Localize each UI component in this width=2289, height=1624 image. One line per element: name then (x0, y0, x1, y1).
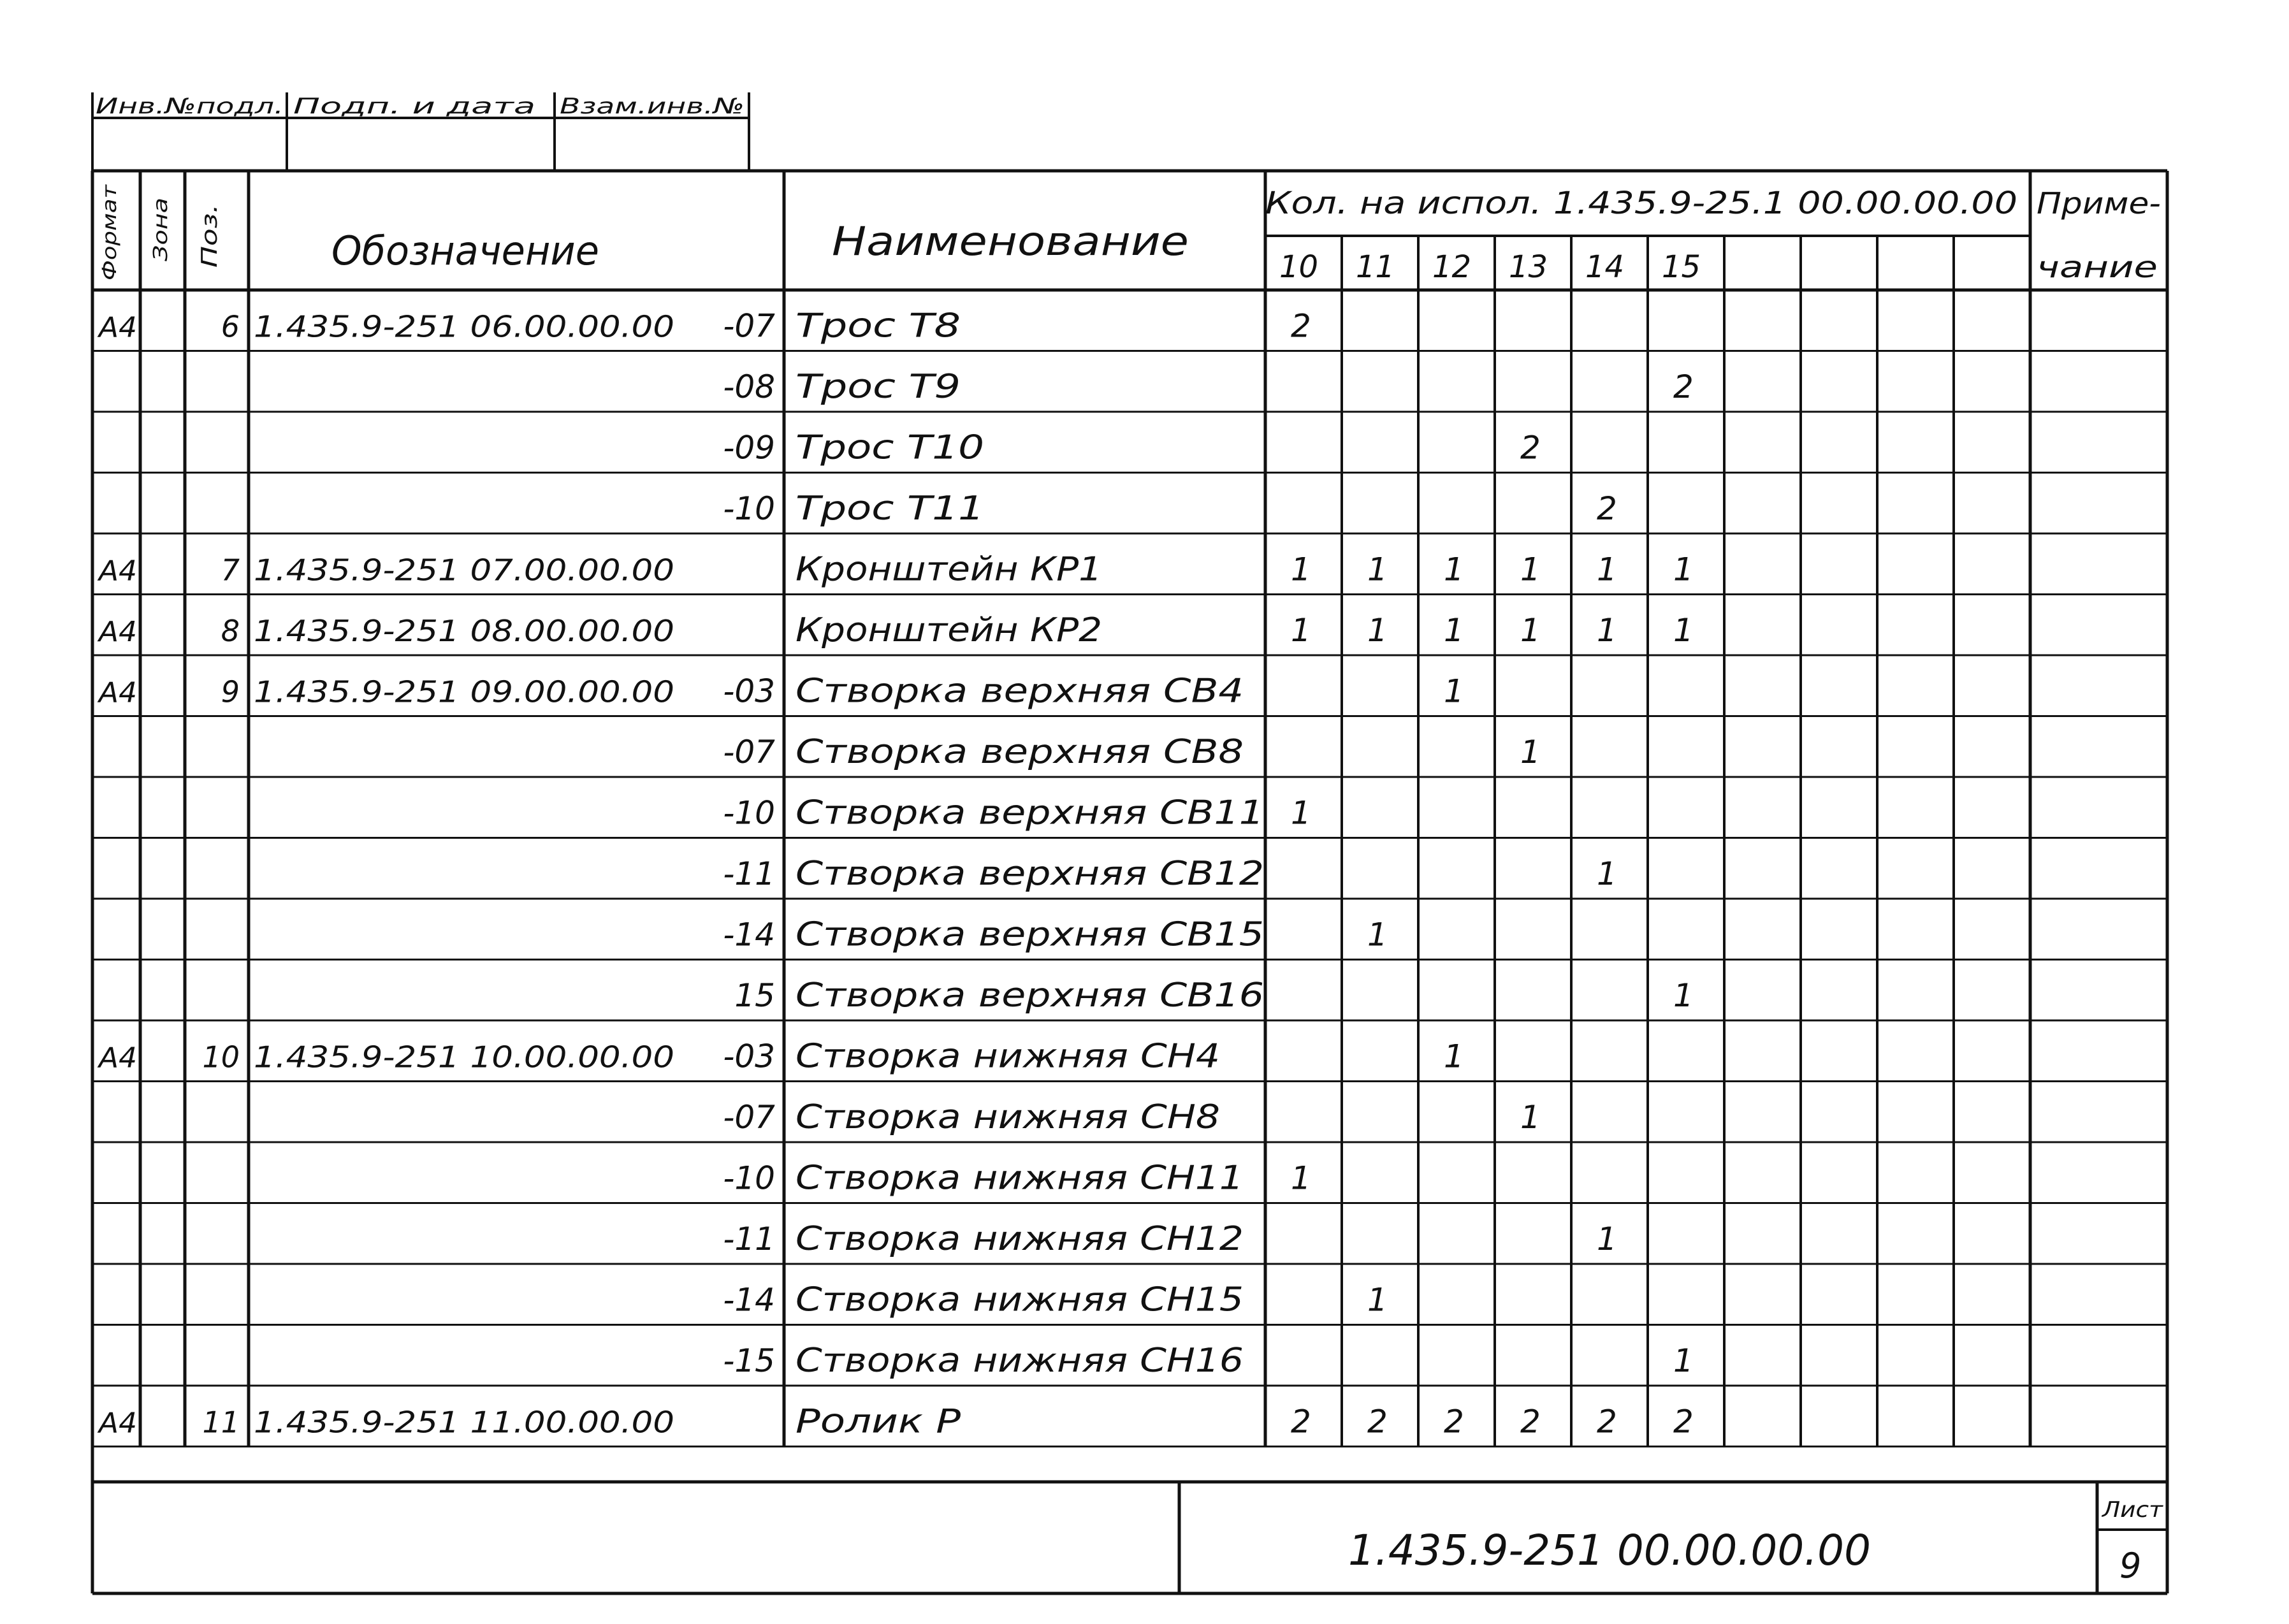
stamp-cell-inventory: Инв.№подл. (96, 94, 284, 119)
row-name: Кронштейн КР2 (796, 611, 1102, 649)
row-quantity: 2 (1673, 368, 1694, 405)
row-designation-suffix: -15 (723, 1342, 775, 1379)
row-name: Створка нижняя СН16 (796, 1342, 1244, 1380)
row-quantity: 1 (1444, 1038, 1464, 1075)
archive-stamp (92, 92, 749, 171)
row-quantity: 1 (1291, 1159, 1311, 1197)
row-name: Створка верхняя СВ11 (796, 794, 1264, 832)
stamp-cell-replacement: Взам.инв.№ (560, 94, 745, 119)
row-format: А4 (96, 676, 137, 709)
header-name: Наименование (832, 218, 1189, 265)
row-quantity: 1 (1291, 794, 1311, 832)
row-designation-suffix: -11 (723, 855, 775, 892)
quantity-column-header: 15 (1662, 249, 1701, 285)
row-designation-suffix: -10 (723, 1159, 775, 1197)
row-quantity: 1 (1444, 672, 1464, 710)
row-designation: 1.435.9-251 06.00.00.00 (254, 309, 674, 344)
row-quantity: 2 (1291, 1403, 1311, 1440)
document-code: 1.435.9-251 00.00.00.00 (1348, 1526, 1871, 1575)
row-designation: 1.435.9-251 09.00.00.00 (254, 674, 674, 709)
row-position: 8 (221, 614, 240, 648)
row-position: 10 (202, 1040, 240, 1075)
sheet-number: 9 (2119, 1546, 2142, 1586)
row-name: Створка верхняя СВ12 (796, 855, 1264, 893)
row-format: А4 (96, 1041, 137, 1075)
row-designation: 1.435.9-251 11.00.00.00 (254, 1405, 674, 1440)
row-designation-suffix: -03 (723, 672, 775, 710)
header-format: Формат (99, 203, 121, 280)
row-quantity: 1 (1291, 551, 1311, 588)
table-row (723, 1159, 1311, 1198)
header-quantity-title: Кол. на испол. 1.435.9-25.1 00.00.00.00 (1265, 185, 2017, 221)
table-row (723, 1342, 1693, 1380)
row-quantity: 2 (1597, 1403, 1617, 1440)
quantity-column-header: 13 (1509, 249, 1548, 285)
row-quantity: 1 (1597, 855, 1617, 892)
row-name: Створка нижняя СН15 (796, 1280, 1244, 1319)
row-quantity: 2 (1673, 1403, 1694, 1440)
table-row (723, 1220, 1617, 1258)
row-quantity: 1 (1367, 1281, 1388, 1319)
row-designation-suffix: -03 (723, 1038, 775, 1075)
table-row (723, 489, 1617, 528)
row-quantity: 1 (1520, 612, 1541, 649)
row-designation-suffix: -11 (723, 1221, 775, 1258)
stamp-cell-signature-date: Подп. и дата (293, 94, 535, 119)
row-quantity: 1 (1520, 551, 1541, 588)
table-row (97, 307, 1311, 345)
header-note-line1: Приме- (2037, 186, 2161, 221)
row-designation: 1.435.9-251 10.00.00.00 (254, 1040, 674, 1075)
row-name: Створка нижняя СН11 (796, 1159, 1244, 1198)
row-name: Створка верхняя СВ8 (796, 733, 1244, 771)
header-zone: Зона (150, 213, 172, 261)
row-designation-suffix: -07 (723, 307, 775, 345)
table-row (97, 551, 1694, 589)
table-header (99, 184, 2161, 285)
row-quantity: 1 (1673, 612, 1694, 649)
row-designation-suffix: -14 (723, 916, 775, 953)
row-designation: 1.435.9-251 08.00.00.00 (254, 614, 674, 648)
row-position: 6 (221, 309, 240, 344)
row-designation-suffix: -10 (723, 490, 775, 527)
quantity-column-header: 10 (1279, 249, 1319, 285)
row-quantity: 2 (1367, 1403, 1388, 1440)
row-quantity: 1 (1520, 734, 1541, 771)
row-format: А4 (96, 311, 137, 344)
row-name: Створка верхняя СВ15 (796, 915, 1264, 954)
row-format: А4 (96, 616, 137, 648)
row-name: Створка верхняя СВ16 (796, 976, 1264, 1015)
title-block (92, 1482, 2167, 1593)
row-format: А4 (96, 555, 137, 588)
row-quantity: 2 (1520, 1403, 1541, 1440)
row-quantity: 2 (1291, 307, 1311, 345)
row-designation-suffix: -09 (723, 429, 775, 467)
row-name: Кронштейн КР1 (796, 550, 1102, 589)
row-quantity: 1 (1367, 551, 1388, 588)
quantity-column-header: 14 (1585, 249, 1625, 285)
row-position: 11 (202, 1405, 240, 1440)
table-row (734, 976, 1693, 1015)
row-quantity: 1 (1444, 612, 1464, 649)
header-designation: Обозначение (331, 228, 599, 274)
row-quantity: 1 (1444, 551, 1464, 588)
row-designation-suffix: 15 (734, 977, 775, 1014)
row-name: Створка нижняя СН8 (796, 1098, 1220, 1136)
row-quantity: 1 (1673, 551, 1694, 588)
row-position: 7 (221, 553, 240, 588)
row-name: Створка нижняя СН4 (796, 1037, 1220, 1076)
table-row (723, 794, 1311, 832)
row-format: А4 (96, 1407, 137, 1440)
row-quantity: 2 (1444, 1403, 1464, 1440)
row-name: Трос Т9 (796, 368, 961, 406)
row-quantity: 2 (1597, 490, 1617, 527)
row-name: Трос Т8 (796, 307, 961, 345)
row-quantity: 2 (1520, 429, 1541, 467)
row-quantity: 1 (1673, 977, 1694, 1014)
quantity-column-header: 11 (1356, 249, 1395, 285)
row-quantity: 1 (1520, 1099, 1541, 1136)
row-position: 9 (221, 674, 240, 709)
row-name: Трос Т11 (796, 489, 984, 528)
header-position: Поз. (197, 219, 222, 268)
table-row (723, 855, 1617, 893)
table-body (97, 307, 1694, 1441)
row-quantity: 1 (1291, 612, 1311, 649)
table-row (97, 1038, 1464, 1076)
table-row (97, 1403, 1694, 1441)
quantity-column-header: 12 (1432, 249, 1472, 285)
row-name: Трос Т10 (796, 428, 984, 467)
sheet-label: Лист (2100, 1497, 2164, 1523)
row-name: Створка верхняя СВ4 (796, 672, 1244, 711)
row-designation-suffix: -10 (723, 794, 775, 832)
row-quantity: 1 (1597, 551, 1617, 588)
row-name: Ролик Р (796, 1402, 961, 1441)
row-designation-suffix: -14 (723, 1281, 775, 1319)
row-quantity: 1 (1367, 612, 1388, 649)
row-quantity: 1 (1367, 916, 1388, 953)
table-row (723, 916, 1387, 954)
table-row (97, 672, 1464, 711)
table-row (97, 611, 1694, 649)
row-designation: 1.435.9-251 07.00.00.00 (254, 553, 674, 588)
row-designation-suffix: -07 (723, 734, 775, 771)
row-quantity: 1 (1673, 1342, 1694, 1379)
header-note-line2: чание (2037, 250, 2158, 284)
row-designation-suffix: -07 (723, 1099, 775, 1136)
table-row (723, 1281, 1387, 1319)
row-quantity: 1 (1597, 612, 1617, 649)
row-designation-suffix: -08 (723, 368, 775, 405)
row-quantity: 1 (1597, 1221, 1617, 1258)
table-row (723, 368, 1693, 406)
row-name: Створка нижняя СН12 (796, 1220, 1244, 1258)
